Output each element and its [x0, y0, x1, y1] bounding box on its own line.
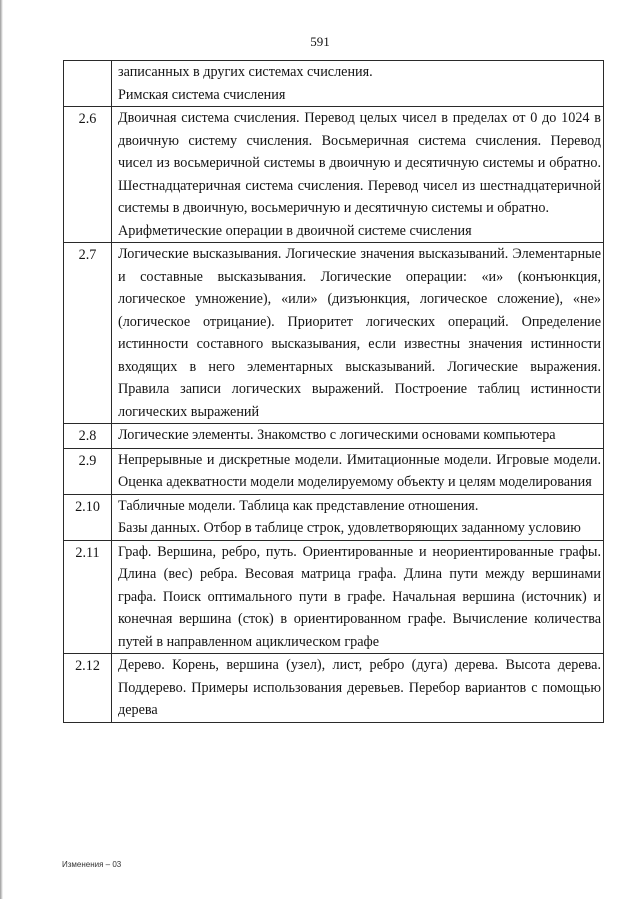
section-paragraph: записанных в других системах счисления. [118, 64, 373, 80]
scan-edge-shadow [0, 0, 3, 899]
table-row [64, 654, 604, 723]
section-content [112, 107, 604, 243]
section-paragraph: Арифметические операции в двоичной системе счисления [118, 222, 472, 239]
section-paragraph: Табличные модели. Таблица как представление отношения. [118, 497, 479, 514]
table-row [64, 61, 604, 107]
section-content [112, 654, 604, 723]
section-number: 2.6 [64, 107, 112, 243]
table-row [64, 243, 604, 424]
table-row [64, 494, 604, 540]
curriculum-table [63, 60, 604, 723]
section-number: 2.8 [64, 424, 112, 449]
section-paragraph: Непрерывные и дискретные модели. Имитационные модели. Игровые модели. Оценка адекватности модели моделируемому объекту и целям моделирования [118, 451, 601, 490]
section-content [112, 61, 604, 107]
section-number: 2.9 [64, 448, 112, 494]
section-number: 2.10 [64, 494, 112, 540]
table-body [64, 61, 604, 723]
section-content [112, 243, 604, 424]
section-paragraph: Логические высказывания. Логические значения высказываний. Элементарные и составные высказывания. Логические операции: «и» (конъюнкция, логическое умножение), «или» (дизъюнкция, логическое сложение), «не» (логическое отрицание). Приоритет логических операций. Определение истинности составного высказывания, если известны значения истинности входящих в него элементарных высказываний. Логические выражения. Правила записи логических выражений. Построение таблиц истинности логических выражений [118, 246, 601, 420]
section-number: 2.12 [64, 654, 112, 723]
section-content [112, 494, 604, 540]
table-row [64, 540, 604, 654]
section-paragraph: Римская система счисления [118, 86, 286, 103]
table-row [64, 448, 604, 494]
section-number [64, 61, 112, 107]
section-number: 2.11 [64, 540, 112, 654]
table-row [64, 107, 604, 243]
table-row [64, 424, 604, 449]
section-paragraph: Граф. Вершина, ребро, путь. Ориентированные и неориентированные графы. Длина (вес) ребра. Весовая матрица графа. Длина пути между вершинами графа. Поиск оптимального пути в графе. Начальная вершина (источник) и конечная вершина (сток) в ориентированном графе. Вычисление количества путей в направленном ациклическом графе [118, 543, 601, 650]
section-content [112, 424, 604, 449]
section-content [112, 540, 604, 654]
page-number: 591 [310, 34, 330, 49]
section-number: 2.7 [64, 243, 112, 424]
section-paragraph: Двоичная система счисления. Перевод целых чисел в пределах от 0 до 1024 в двоичную систему счисления. Восьмеричная система счисления. Перевод чисел из восьмеричной системы в двоичную и десятичную системы и обратно. Шестнадцатеричная система счисления. Перевод чисел из шестнадцатеричной системы в двоичную, восьмеричную и десятичную системы и обратно. [118, 110, 601, 216]
footer-revision-note: Изменения – 03 [62, 860, 122, 869]
section-content [112, 448, 604, 494]
section-paragraph: Логические элементы. Знакомство с логическими основами компьютера [118, 427, 556, 443]
section-paragraph: Базы данных. Отбор в таблице строк, удовлетворяющих заданному условию [118, 520, 581, 536]
section-paragraph: Дерево. Корень, вершина (узел), лист, ребро (дуга) дерева. Высота дерева. Поддерево. Примеры использования деревьев. Перебор вариантов с помощью дерева [118, 657, 601, 718]
